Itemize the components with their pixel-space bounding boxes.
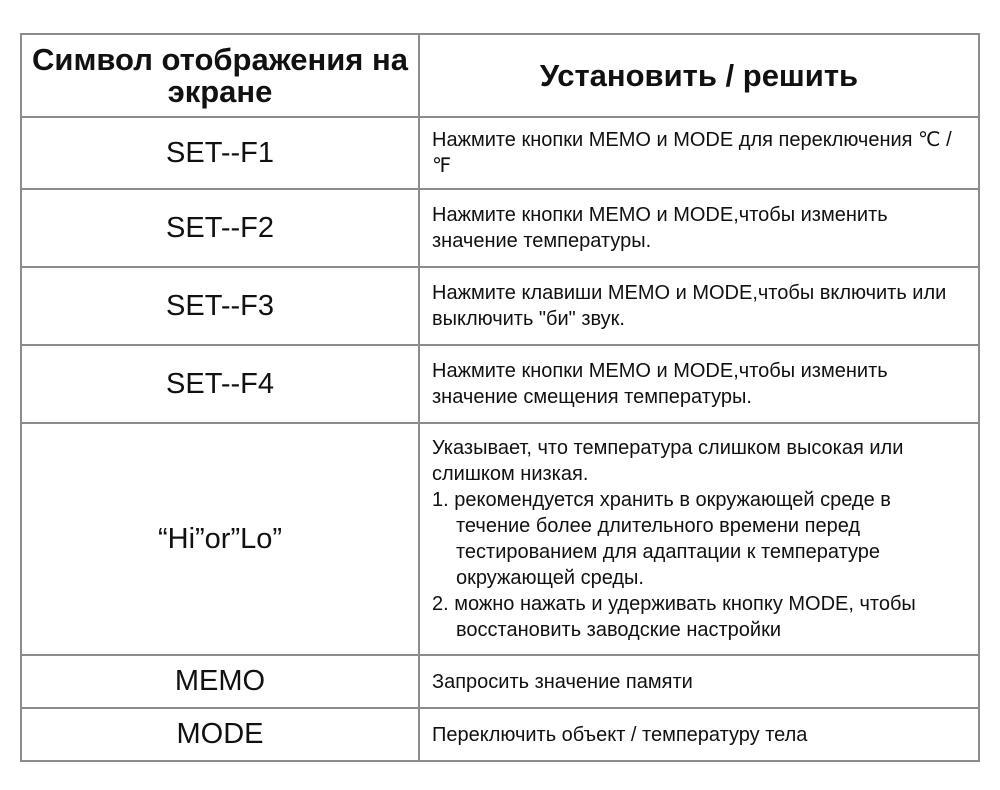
table-row [21, 189, 979, 267]
table-row [21, 655, 979, 708]
description-cell: Переключить объект / температуру тела [419, 708, 979, 761]
table-header-row [21, 34, 979, 117]
settings-table [20, 33, 980, 762]
symbol-cell: SET--F1 [21, 117, 419, 189]
table-row [21, 117, 979, 189]
description-cell [419, 423, 979, 655]
table-row [21, 708, 979, 761]
symbol-cell: SET--F3 [21, 267, 419, 345]
description-cell: Запросить значение памяти [419, 655, 979, 708]
symbol-cell: SET--F2 [21, 189, 419, 267]
symbol-cell: MEMO [21, 655, 419, 708]
description-cell: Нажмите клавиши MEMO и MODE,чтобы включить или выключить "би" звук. [419, 267, 979, 345]
description-cell: Нажмите кнопки MEMO и MODE,чтобы изменить значение смещения температуры. [419, 345, 979, 423]
description-intro: Указывает, что температура слишком высокая или слишком низкая. [432, 437, 904, 485]
header-action: Установить / решить [419, 34, 979, 117]
list-item: 2. можно нажать и удерживать кнопку MODE, чтобы восстановить заводские настройки [432, 593, 916, 641]
symbol-cell: SET--F4 [21, 345, 419, 423]
symbol-cell: MODE [21, 708, 419, 761]
list-item: 1. рекомендуется хранить в окружающей среде в течение более длительного времени перед тестированием для адаптации к температуре окружающей среды. [432, 489, 891, 589]
table-row [21, 423, 979, 655]
table-row [21, 345, 979, 423]
description-cell: Нажмите кнопки MEMO и MODE для переключения ℃ / ℉ [419, 117, 979, 189]
description-cell: Нажмите кнопки MEMO и MODE,чтобы изменить значение температуры. [419, 189, 979, 267]
header-symbol: Символ отображения на экране [21, 34, 419, 117]
symbol-cell: “Hi”or”Lo” [21, 423, 419, 655]
table-row [21, 267, 979, 345]
